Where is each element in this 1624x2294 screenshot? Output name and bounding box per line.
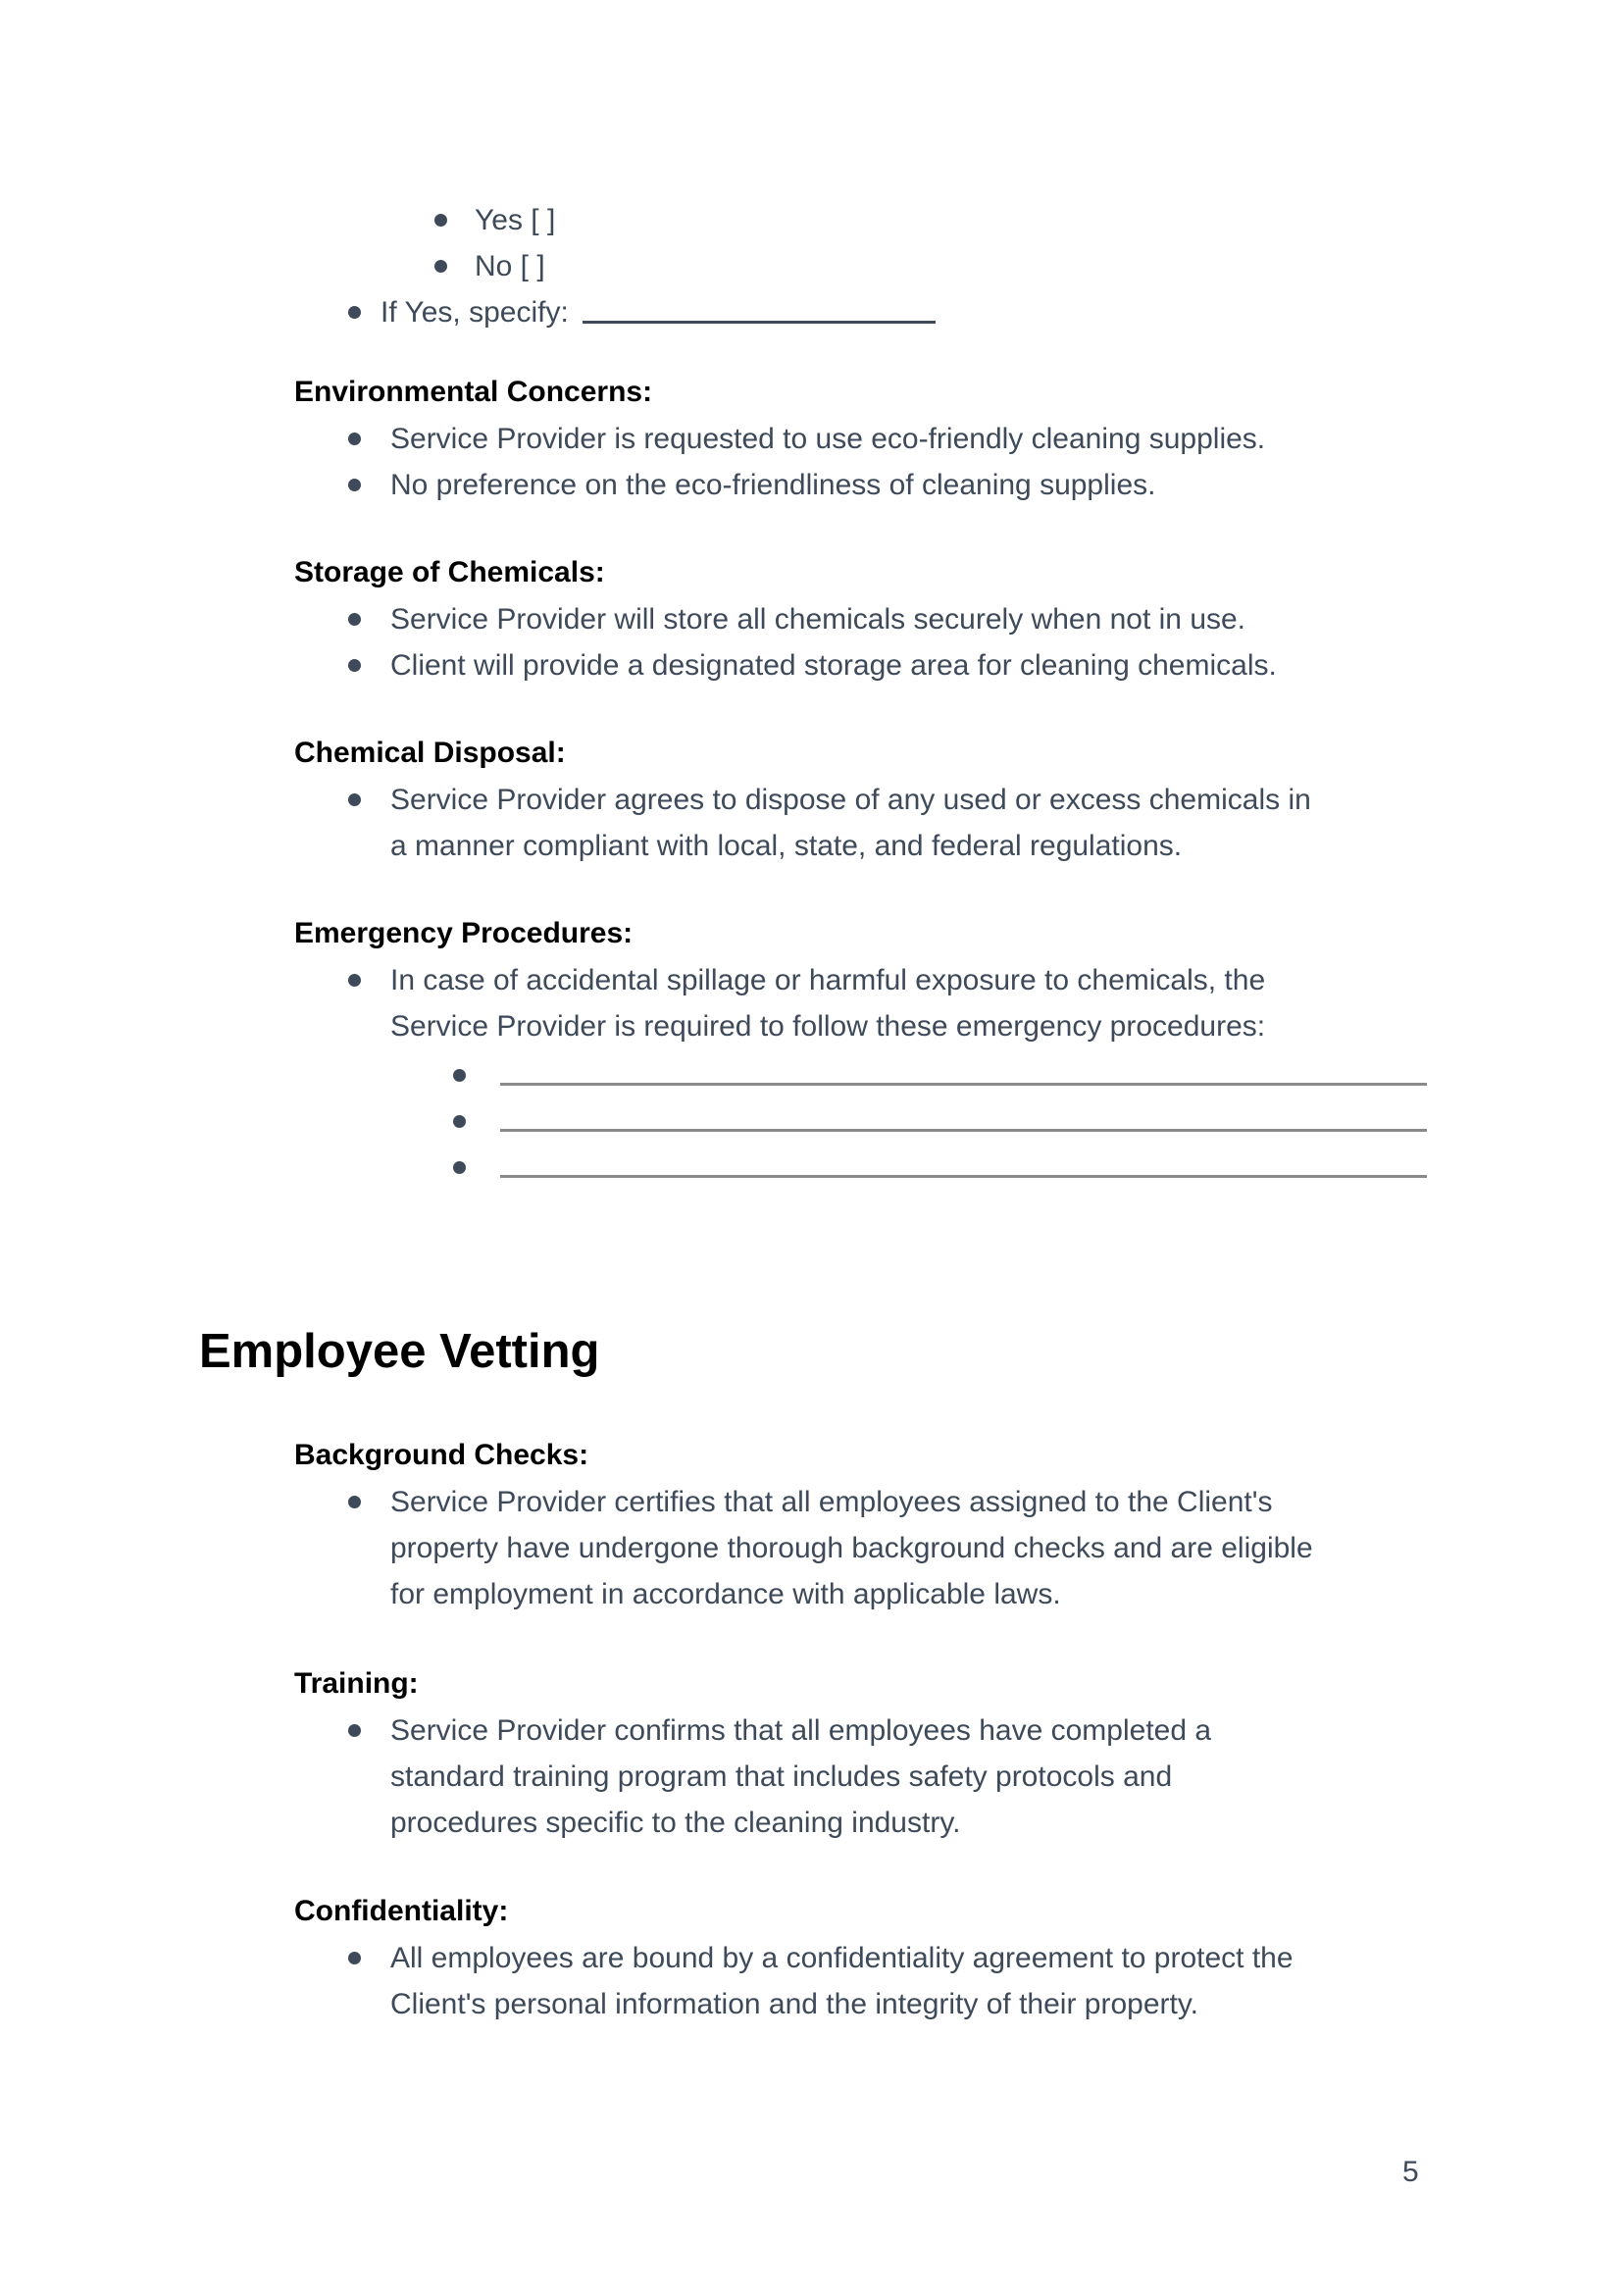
bullet-dot-icon [348,974,361,987]
bullet-item [348,416,1471,462]
bullet-line-text: property have undergone thorough background checks and are eligible [390,1532,1313,1564]
bullet-dot-icon [453,1115,466,1128]
bullet-line-text: a manner compliant with local, state, and federal regulations. [390,830,1183,862]
bullet-line-text: for employment in accordance with applicable laws. [390,1578,1061,1610]
bullet-item [348,1708,1471,1846]
specify-label: If Yes, specify: [381,296,569,329]
fill-in-blank-line[interactable] [500,1045,1427,1086]
bullet-item [348,1935,1471,2027]
bullet-line-text: Client will provide a designated storage area for cleaning chemicals. [390,649,1277,682]
bullet-dot-icon [348,659,361,672]
checkbox-label: No [ ] [475,250,545,282]
bullet-line-text: In case of accidental spillage or harmful exposure to chemicals, the [390,964,1266,996]
bullet-item [348,777,1471,869]
page-number: 5 [1402,2156,1419,2188]
bullet-dot-icon [348,1496,361,1508]
section-emergency-procedures [294,910,1471,1184]
checkbox-item-yes [434,197,555,243]
emergency-fill-in-list [453,1045,1471,1184]
bullet-line-text: Service Provider is requested to use eco-friendly cleaning supplies. [390,423,1266,455]
bullet-dot-icon [348,793,361,806]
section-confidentiality [294,1888,1471,2027]
bullet-item [348,462,1471,508]
section-heading: Emergency Procedures: [294,917,634,949]
section-heading: Chemical Disposal: [294,737,566,769]
bullet-dot-icon [348,433,361,445]
bullet-line-text: Service Provider will store all chemicals securely when not in use. [390,603,1246,636]
bullet-line-text: standard training program that includes safety protocols and [390,1760,1173,1793]
bullet-item [348,642,1471,688]
bullet-dot-icon [453,1161,466,1174]
chapter-heading: Employee Vetting [199,1325,600,1378]
bullet-line-text: Client's personal information and the integrity of their property. [390,1988,1198,2020]
bullet-dot-icon [434,214,447,227]
bullet-dot-icon [453,1069,466,1082]
section-environmental-concerns [294,369,1471,508]
section-heading: Confidentiality: [294,1895,509,1927]
bullet-item [348,957,1471,1049]
checkbox-list [434,197,555,289]
specify-blank-line[interactable] [583,289,936,324]
bullet-line-text: Service Provider agrees to dispose of any used or excess chemicals in [390,784,1311,816]
bullet-line-text: Service Provider certifies that all employees assigned to the Client's [390,1486,1273,1518]
section-background-checks [294,1432,1471,1617]
bullet-dot-icon [348,306,361,319]
section-chemical-disposal [294,730,1471,869]
bullet-line-text: All employees are bound by a confidentiality agreement to protect the [390,1942,1294,1974]
section-heading: Background Checks: [294,1439,589,1471]
bullet-dot-icon [348,613,361,626]
section-heading: Environmental Concerns: [294,376,653,408]
bullet-dot-icon [434,260,447,273]
fill-in-blank-line[interactable] [500,1092,1427,1132]
specify-row [348,289,936,335]
bullet-line-text: Service Provider confirms that all employees have completed a [390,1714,1212,1747]
bullet-line-text: Service Provider is required to follow these emergency procedures: [390,1010,1266,1043]
section-heading: Training: [294,1667,419,1700]
checkbox-item-no [434,243,555,289]
fill-in-item [453,1092,1471,1138]
bullet-line-text: No preference on the eco-friendliness of cleaning supplies. [390,469,1156,501]
fill-in-item [453,1138,1471,1184]
fill-in-item [453,1045,1471,1092]
bullet-item [348,596,1471,642]
bullet-dot-icon [348,479,361,491]
section-storage-of-chemicals [294,549,1471,688]
bullet-dot-icon [348,1724,361,1737]
bullet-item [348,1479,1471,1617]
section-training [294,1660,1471,1846]
section-heading: Storage of Chemicals: [294,556,605,588]
bullet-dot-icon [348,1952,361,1964]
checkbox-label: Yes [ ] [475,204,556,236]
bullet-line-text: procedures specific to the cleaning industry. [390,1807,961,1839]
fill-in-blank-line[interactable] [500,1138,1427,1178]
